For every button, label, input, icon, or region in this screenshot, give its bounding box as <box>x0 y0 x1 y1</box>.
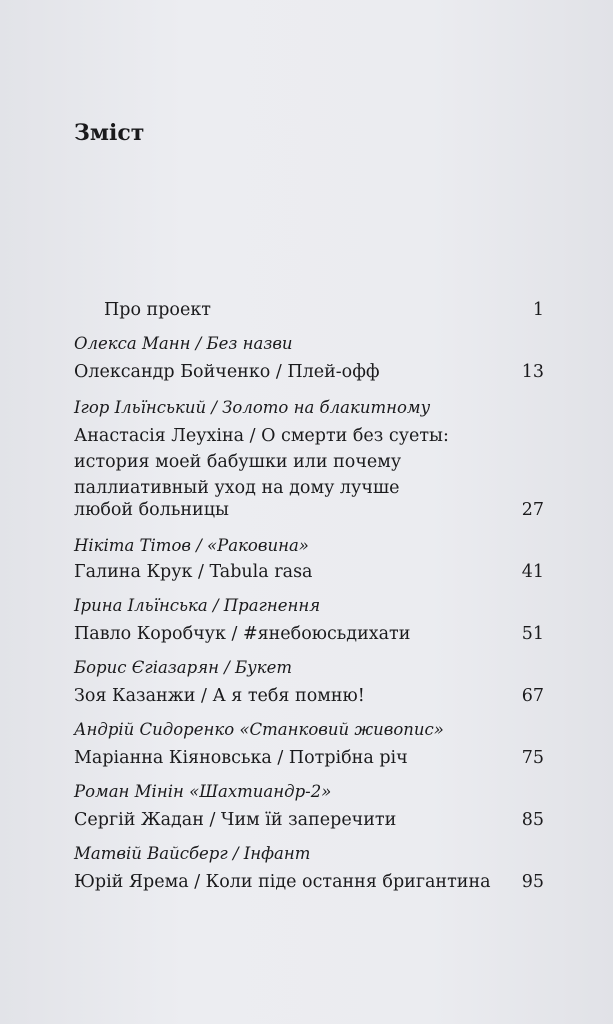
toc-page-number: 67 <box>521 686 544 706</box>
toc-title-line: любой больницы <box>74 500 229 520</box>
toc-artwork-credit: Матвій Вайсберг / Інфант <box>74 844 311 863</box>
toc-title-line: Галина Крук / Tabula rasa <box>74 562 313 582</box>
toc-page-number: 95 <box>521 872 544 892</box>
toc-artwork-credit: Андрій Сидоренко «Станковий живопис» <box>74 720 444 739</box>
toc-artwork-credit: Нікіта Тітов / «Раковина» <box>74 536 309 555</box>
toc-page-number: 51 <box>521 624 544 644</box>
toc-title-line: Маріанна Кіяновська / Потрібна річ <box>74 748 408 768</box>
toc-artwork-credit: Роман Мінін «Шахтиандр-2» <box>74 782 332 801</box>
toc-page-number: 13 <box>521 362 544 382</box>
page-title: Зміст <box>74 120 145 146</box>
toc-title-line: Анастасія Леухіна / О смерти без суеты: <box>74 426 449 446</box>
toc-page-number: 85 <box>521 810 544 830</box>
toc-title-line: Олександр Бойченко / Плей-офф <box>74 362 380 382</box>
toc-title-line: Сергій Жадан / Чим їй заперечити <box>74 810 397 830</box>
toc-artwork-credit: Ірина Ільїнська / Прагнення <box>74 596 321 615</box>
toc-title-line: Павло Коробчук / #янебоюсьдихати <box>74 624 411 644</box>
toc-page-number: 27 <box>521 500 544 520</box>
toc-title-line: Зоя Казанжи / А я тебя помню! <box>74 686 365 706</box>
toc-title-line: история моей бабушки или почему <box>74 452 402 472</box>
toc-artwork-credit: Ігор Ільїнський / Золото на блакитному <box>74 398 431 417</box>
toc-title-line: Про проект <box>104 300 211 320</box>
toc-page-number: 75 <box>521 748 544 768</box>
toc-title-line: Юрій Ярема / Коли піде остання бригантина <box>74 872 491 892</box>
toc-title-line: паллиативный уход на дому лучше <box>74 478 400 498</box>
toc-artwork-credit: Борис Єгіазарян / Букет <box>74 658 293 677</box>
toc-page-number: 41 <box>521 562 544 582</box>
toc-artwork-credit: Олекса Манн / Без назви <box>74 334 293 353</box>
toc-page-number: 1 <box>532 300 544 320</box>
